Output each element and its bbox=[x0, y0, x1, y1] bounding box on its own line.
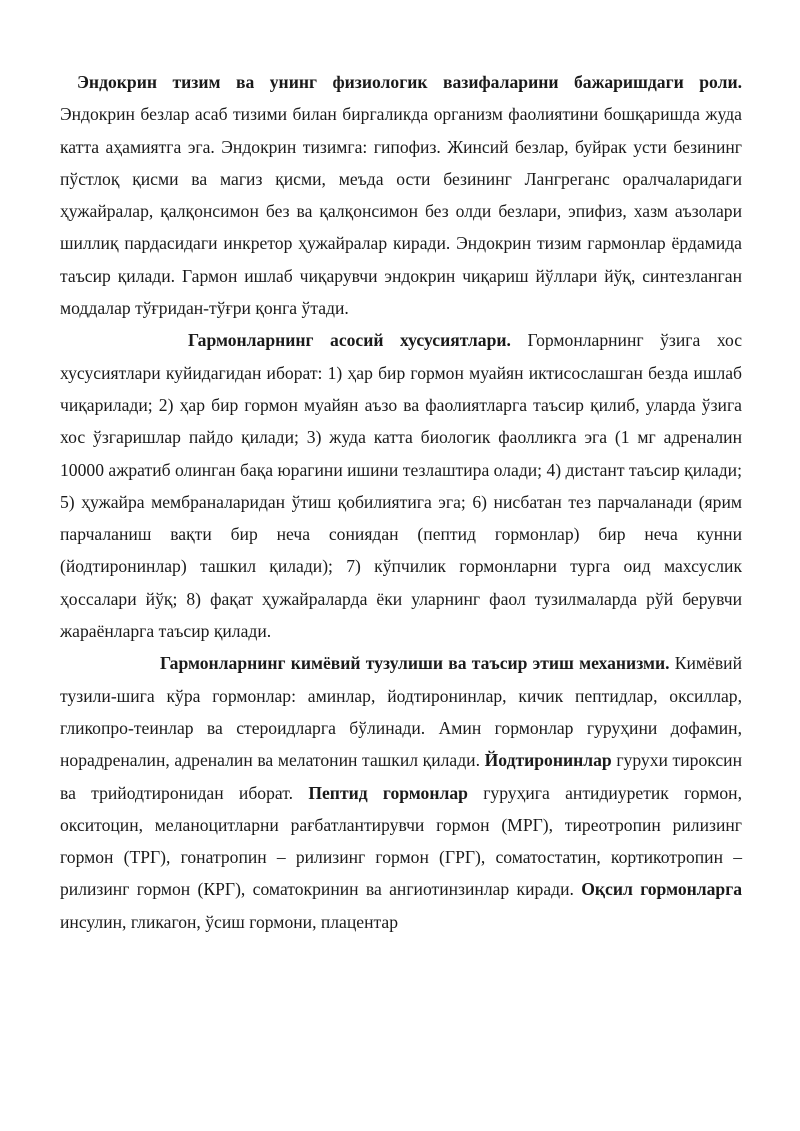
section-heading-hormone-chemistry: Гармонларнинг кимёвий тузулиши ва таъсир этиш механизми. bbox=[160, 653, 670, 674]
document-page bbox=[60, 66, 742, 938]
paragraph-hormone-properties bbox=[60, 324, 742, 647]
section-heading-hormone-properties: Гармонларнинг асосий хусусиятлари. bbox=[188, 330, 511, 351]
term-protein-hormones: Оқсил гормонларга bbox=[581, 879, 742, 900]
term-iodothyronines: Йодтиронинлар bbox=[484, 750, 612, 771]
paragraph-text: гурухи тироксин ва трийодтиронидан иборат. bbox=[60, 750, 742, 803]
paragraph-text: Кимёвий тузили-шига кўра гормонлар: аминлар, йодтиронинлар, кичик пептидлар, оксиллар, гликопро-теинлар ва стероидларга бўлинади. Амин гормонлар гуруҳини дофамин, норадреналин, адреналин ва мелатонин ташкил қилади. bbox=[60, 653, 742, 771]
paragraph-endocrine-system bbox=[60, 66, 742, 324]
section-heading-endocrine-role: Эндокрин тизим ва унинг физиологик вазифаларини бажаришдаги роли. bbox=[77, 72, 742, 92]
paragraph-hormone-chemistry bbox=[60, 647, 742, 938]
paragraph-text: инсулин, гликагон, ўсиш гормони, плацентар bbox=[60, 911, 399, 932]
term-peptide-hormones: Пептид гормонлар bbox=[308, 782, 468, 803]
paragraph-text: Эндокрин безлар асаб тизими билан биргаликда организм фаолиятини бошқаришда жуда катта аҳамиятга эга. Эндокрин тизимга: гипофиз. Жинсий безлар, буйрак усти безининг пўстлоқ қисми ва магиз қисми, меъда ости безининг Лангреганс оралчаларидаги ҳужайралар, қалқонсимон без ва қалқонсимон без олди безлари, эпифиз, хазм аъзолари шиллиқ пардасидаги инкретор ҳужайралар киради. Эндокрин тизим гармонлар ёрдамида таъсир қилади. Гармон ишлаб чиқарувчи эндокрин чиқариш йўллари йўқ, синтезланган моддалар тўғридан-тўғри қонга ўтади. bbox=[60, 104, 742, 319]
paragraph-text: гуруҳига антидиуретик гормон, окситоцин, меланоцитларни рағбатлантирувчи гормон (МРГ), тиреотропин рилизинг гормон (ТРГ), гонатропин – рилизинг гормон (ГРГ), соматостатин, кортикотропин – рилизинг гормон (КРГ), соматокринин ва ангиотинзинлар киради. bbox=[60, 782, 742, 900]
paragraph-text: Гормонларнинг ўзига хос хусусиятлари куйидагидан иборат: 1) ҳар бир гормон муайян иктисослашган безда ишлаб чиқарилади; 2) ҳар бир гормон муайян аъзо ва фаолиятларга таъсир қилиб, уларда ўзига хос ўзгаришлар пайдо қилади; 3) жуда катта биологик фаолликга эга (1 мг адреналин 10000 ажратиб олинган бақа юрагини ишини тезлаштира олади; 4) дистант таъсир қилади; 5) ҳужайра мембраналаридан ўтиш қобилиятига эга; 6) нисбатан тез парчаланади (ярим парчаланиш вақти бир неча сониядан (пептид гормонлар) бир неча кунни (йодтиронинлар) ташкил қилади); 7) кўпчилик гормонларни турга оид махсуслик ҳоссалари йўқ; 8) фақат ҳужайраларда ёки уларнинг фаол тузилмаларда рўй берувчи жараёнларга таъсир қилади. bbox=[60, 330, 743, 642]
